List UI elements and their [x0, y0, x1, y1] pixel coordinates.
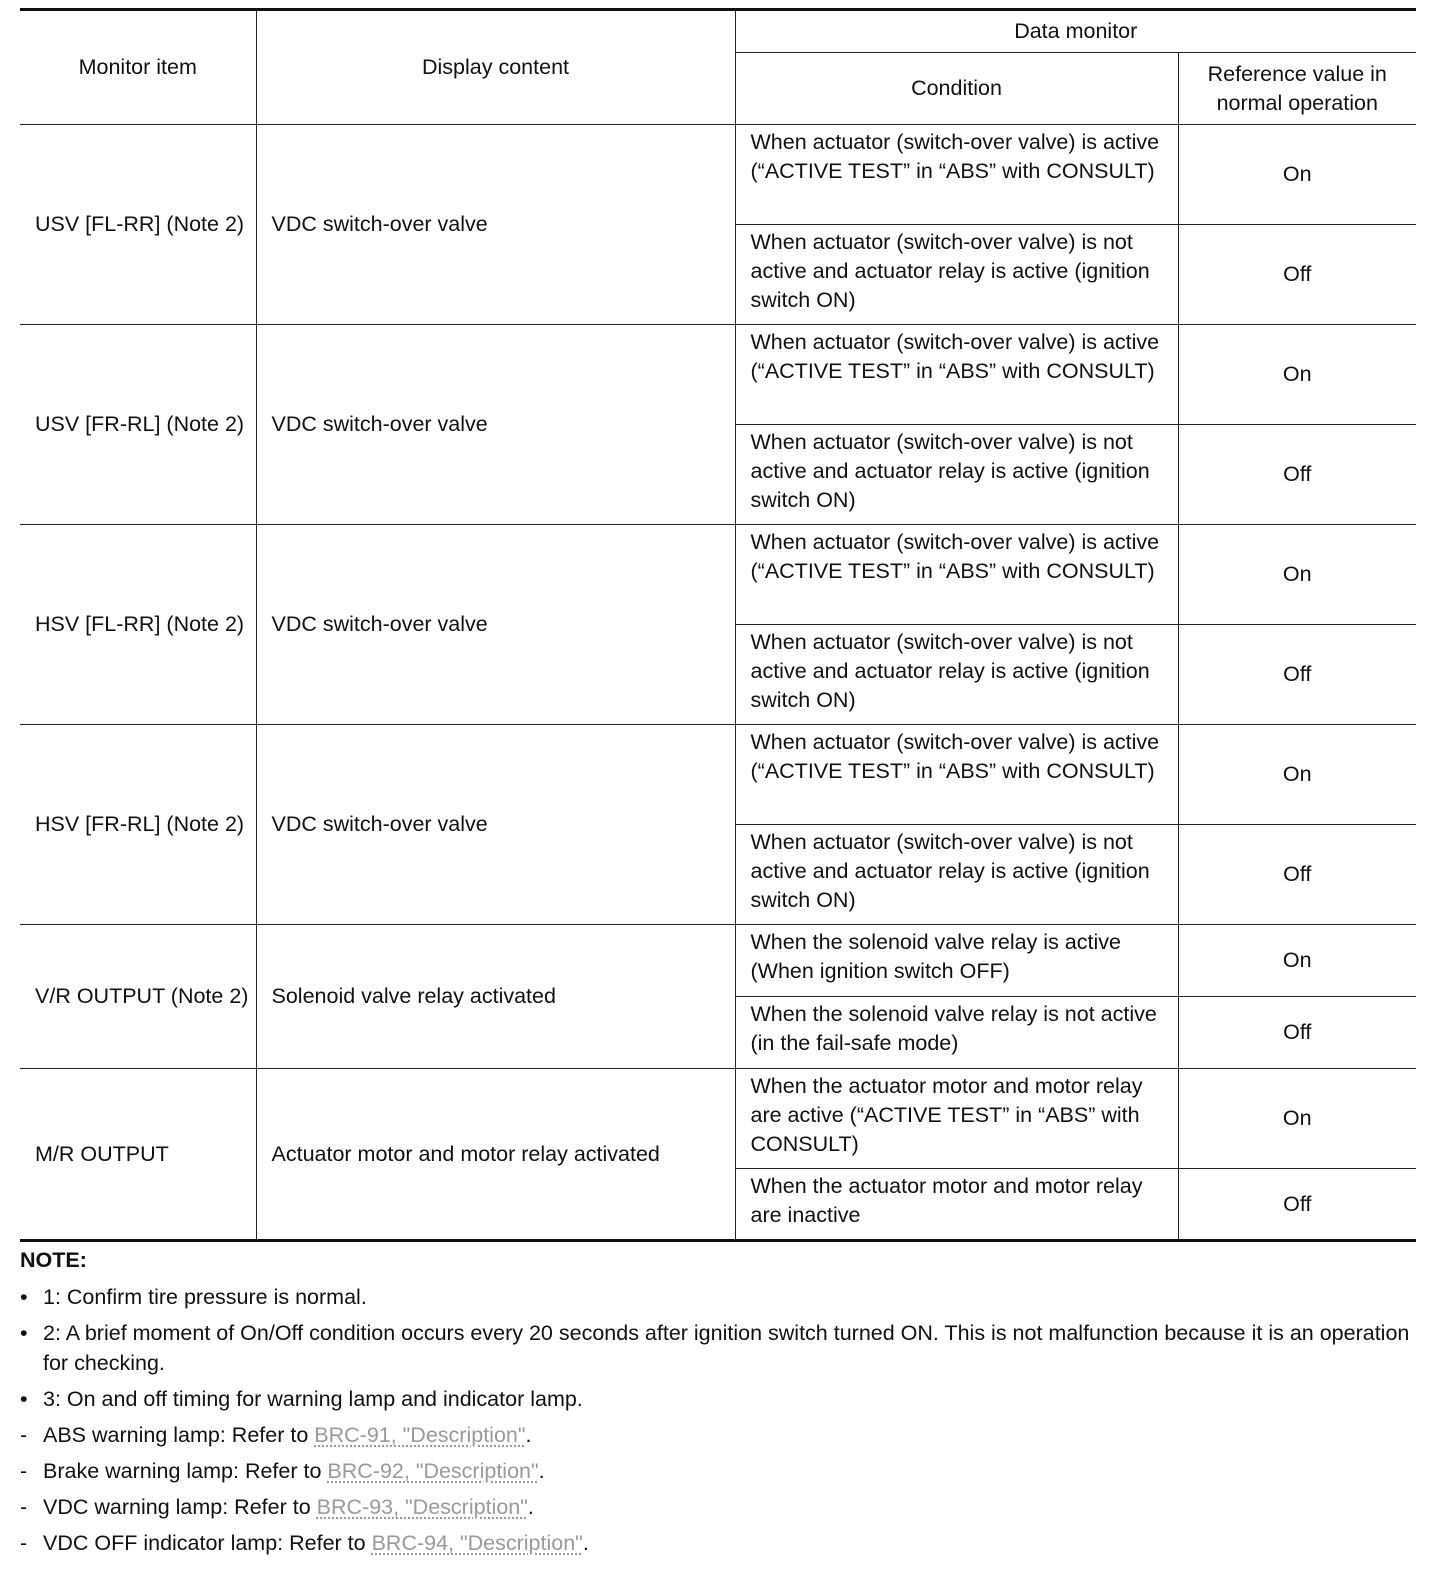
condition-cell: When actuator (switch-over valve) is active (“ACTIVE TEST” in “ABS” with CONSULT) [735, 125, 1178, 225]
dash-marker: - [20, 1423, 28, 1447]
reference-value-cell: On [1178, 125, 1416, 225]
note-item [20, 1492, 1420, 1522]
header-monitor-item: Monitor item [20, 10, 256, 125]
reference-value-cell: Off [1178, 997, 1416, 1069]
condition-cell: When the solenoid valve relay is active (When ignition switch OFF) [735, 925, 1178, 997]
condition-cell: When the actuator motor and motor relay are active (“ACTIVE TEST” in “ABS” with CONSULT) [735, 1069, 1178, 1169]
display-content-cell: Solenoid valve relay activated [256, 925, 735, 1069]
monitor-item-cell: HSV [FR-RL] (Note 2) [20, 725, 256, 925]
display-content-cell: VDC switch-over valve [256, 325, 735, 525]
reference-value-cell: Off [1178, 225, 1416, 325]
note-text: Brake warning lamp: Refer to [43, 1459, 328, 1483]
dash-marker: - [20, 1459, 28, 1483]
note-item [20, 1456, 1420, 1486]
reference-value-cell: Off [1178, 625, 1416, 725]
note-suffix: . [525, 1423, 532, 1447]
note-suffix: . [582, 1531, 589, 1555]
reference-value-cell: On [1178, 925, 1416, 997]
note-text: VDC OFF indicator lamp: Refer to [43, 1531, 372, 1555]
reference-value-cell: On [1178, 325, 1416, 425]
display-content-cell: VDC switch-over valve [256, 125, 735, 325]
condition-cell: When the solenoid valve relay is not active (in the fail-safe mode) [735, 997, 1178, 1069]
note-text: 3: On and off timing for warning lamp and indicator lamp. [43, 1387, 583, 1411]
dash-marker: - [20, 1495, 28, 1519]
header-display-content: Display content [256, 10, 735, 125]
condition-cell: When actuator (switch-over valve) is active (“ACTIVE TEST” in “ABS” with CONSULT) [735, 525, 1178, 625]
condition-cell: When actuator (switch-over valve) is active (“ACTIVE TEST” in “ABS” with CONSULT) [735, 725, 1178, 825]
note-item [20, 1318, 1420, 1378]
table-row [20, 125, 1416, 225]
header-data-monitor: Data monitor [735, 10, 1416, 53]
note-item [20, 1528, 1420, 1558]
display-content-cell: Actuator motor and motor relay activated [256, 1069, 735, 1241]
condition-cell: When actuator (switch-over valve) is active (“ACTIVE TEST” in “ABS” with CONSULT) [735, 325, 1178, 425]
note-item [20, 1384, 1420, 1414]
condition-cell: When actuator (switch-over valve) is not active and actuator relay is active (ignition switch ON) [735, 825, 1178, 925]
reference-link-brc-93[interactable]: BRC-93, "Description" [316, 1495, 528, 1519]
monitor-item-cell: USV [FL-RR] (Note 2) [20, 125, 256, 325]
display-content-cell: VDC switch-over valve [256, 725, 735, 925]
table-row [20, 325, 1416, 425]
bullet-marker: • [20, 1285, 28, 1309]
table-row [20, 725, 1416, 825]
reference-value-cell: On [1178, 1069, 1416, 1169]
table-row [20, 525, 1416, 625]
dash-marker: - [20, 1531, 28, 1555]
note-item [20, 1282, 1420, 1312]
reference-value-cell: Off [1178, 825, 1416, 925]
notes-section [20, 1246, 1420, 1564]
condition-cell: When actuator (switch-over valve) is not active and actuator relay is active (ignition switch ON) [735, 625, 1178, 725]
notes-title: NOTE: [20, 1248, 87, 1272]
condition-cell: When actuator (switch-over valve) is not active and actuator relay is active (ignition switch ON) [735, 425, 1178, 525]
note-text: 1: Confirm tire pressure is normal. [43, 1285, 367, 1309]
reference-value-cell: Off [1178, 425, 1416, 525]
bullet-marker: • [20, 1387, 28, 1411]
reference-link-brc-91[interactable]: BRC-91, "Description" [314, 1423, 526, 1447]
table-row [20, 925, 1416, 997]
monitor-item-cell: M/R OUTPUT [20, 1069, 256, 1241]
header-condition: Condition [735, 53, 1178, 125]
monitor-item-cell: V/R OUTPUT (Note 2) [20, 925, 256, 1069]
monitor-item-cell: HSV [FL-RR] (Note 2) [20, 525, 256, 725]
reference-value-cell: On [1178, 525, 1416, 625]
condition-cell: When the actuator motor and motor relay are inactive [735, 1169, 1178, 1241]
note-suffix: . [527, 1495, 534, 1519]
display-content-cell: VDC switch-over valve [256, 525, 735, 725]
note-text: 2: A brief moment of On/Off condition occurs every 20 seconds after ignition switch turned ON. This is not malfunction because it is an operation for checking. [43, 1321, 1410, 1375]
reference-value-cell: Off [1178, 1169, 1416, 1241]
condition-cell: When actuator (switch-over valve) is not active and actuator relay is active (ignition switch ON) [735, 225, 1178, 325]
note-text: VDC warning lamp: Refer to [43, 1495, 317, 1519]
table-row [20, 1069, 1416, 1169]
monitor-item-cell: USV [FR-RL] (Note 2) [20, 325, 256, 525]
bullet-marker: • [20, 1321, 28, 1345]
note-item [20, 1420, 1420, 1450]
reference-link-brc-94[interactable]: BRC-94, "Description" [371, 1531, 583, 1555]
reference-value-cell: On [1178, 725, 1416, 825]
monitor-table [20, 8, 1416, 1242]
header-reference-value: Reference value in normal operation [1178, 53, 1416, 125]
reference-link-brc-92[interactable]: BRC-92, "Description" [327, 1459, 539, 1483]
note-text: ABS warning lamp: Refer to [43, 1423, 315, 1447]
note-suffix: . [538, 1459, 545, 1483]
